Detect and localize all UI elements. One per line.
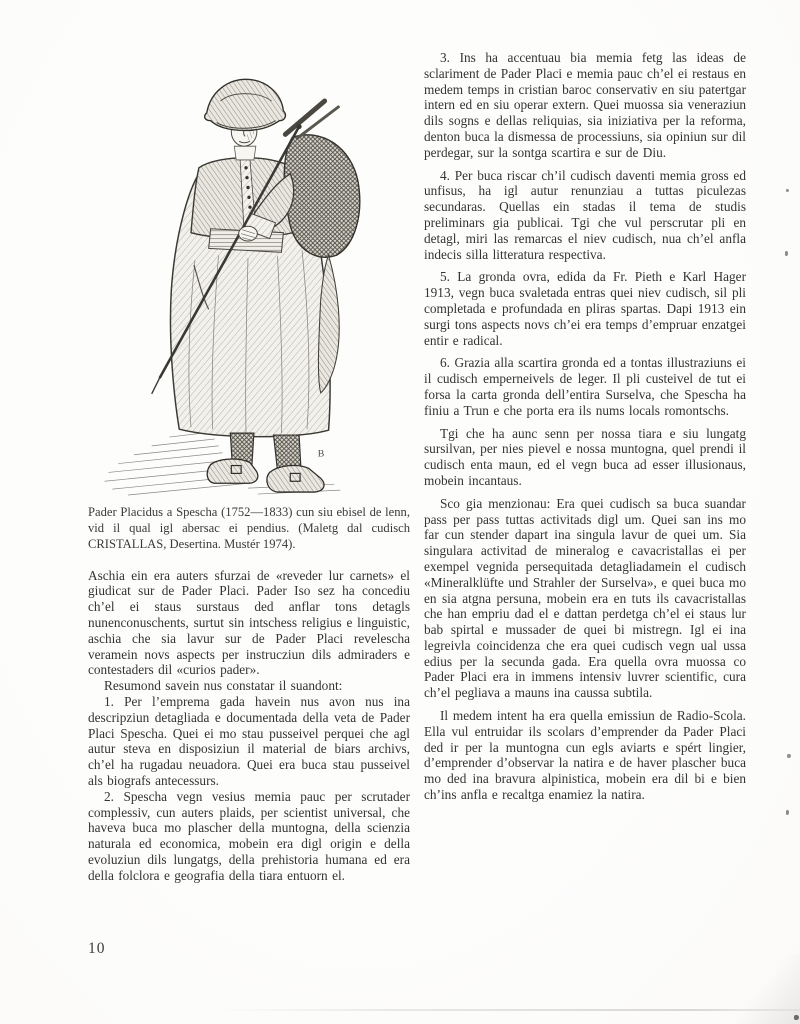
figure-caption: Pader Placidus a Spescha (1752—1833) cun siu ebisel de lenn, vid il qual igl abersac ei pendius. (Maletg dal cudisch CRISTALLAS, Desertina. Mustér 1974). <box>88 505 410 552</box>
right-column <box>424 50 746 810</box>
scan-speck <box>785 251 788 256</box>
staff-tip <box>152 378 160 394</box>
scan-speck <box>786 189 789 192</box>
paragraph: Aschia ein era auters sfurzai de «reveder lur carnets» el giudicat sur de Pader Placi. Pader Iso sez ha concediu ch’el ei staus surstaus ded anflar tons detagls nunenconuschents, surtut sin intschess religius e linguistic, aschia che sia lavur sur de Pader Placi revelescha veramein novs aspects per instrucziun dils admiraders e contestaders dil «curios pader». <box>88 567 410 678</box>
numbered-item-5: 5. La gronda ovra, edida da Fr. Pieth e Karl Hager 1913, vegn buca svaletada entras quei niev cudisch, sil pli completada e profundada en pliras spartas. Dapi 1913 ein surgi tons aspects novs ch’ei era temps d’empruar enzatgei entir e radical. <box>424 269 746 348</box>
portrait-figure <box>88 44 410 496</box>
shoe-left <box>207 459 258 483</box>
numbered-item-1: 1. Per l’emprema gada havein nus avon nus ina descripziun detagliada e documentada della veta de Pader Placi Spescha. Quei ei mo stau pusseivel perquei che agl autur steva en disposiziun il material de biars archivs, ch’el ha rugadau neuadora. Quei era buca stau pusseivel als biografs antecessurs. <box>88 693 410 788</box>
paragraph: Il medem intent ha era quella emissiun de Radio-Scola. Ella vul entruidar ils scolars d’emprender da Pader Placi ded ir per la muntogna cun egls aviarts e spért lingier, d’emprender d’observar la natira e de haver plascher buca mo ded ina bravura alpinistica, mobein era dil bi e bien ch’ins anfla e recaltga enamiez la natira. <box>424 708 746 803</box>
collar <box>234 146 256 160</box>
shoe-right <box>267 465 324 492</box>
paragraph: Resumond savein nus constatar il suandont: <box>104 678 343 694</box>
left-column <box>88 44 410 884</box>
scan-speck <box>787 754 791 758</box>
portrait-engraving <box>100 44 396 496</box>
bundle-stick <box>297 107 338 138</box>
scan-corner-shadow <box>690 954 800 1024</box>
paragraph: Tgi che ha aunc senn per nossa tiara e siu lungatg sursilvan, per nies pievel e nossa muntogna, quel prendi il cudisch enta maun, ed el vegn buca ad esser illusionaus, mobein incantaus. <box>424 425 746 488</box>
numbered-item-6: 6. Grazia alla scartira gronda ed a tontas illustraziuns ei il cudisch emperneivels de leger. Il pli custeivel de tut ei forsa la carta gronda dell’entira Surselva, che Spescha ha finiu a Trun e che porta era ils nums locals romontschs. <box>424 355 746 418</box>
paragraph: Sco gia menzionau: Era quei cudisch sa buca suandar pass per pass tuttas activitads digl um. Quei san ins mo far cun stender dapart ina singula lavur de quei um. Sia singulara activitad de mineralog e cavacristallas ei per exempel vegnida persequitada detagliadamein el cudisch «Mineralklüfte und Strahler der Surselva», e quei buca mo en sia atgna persuna, mobein era en tuts ils cavacristallas che han empriu dad el e dattan perdetga ch’el ei staus lur bab spirtal e mussader de quei bi mistregn. Igl ei ina legreivla coincidenza che era quei cudisch vegn ual ussa edius per la secunda gada. Era quella ovra muossa co Pader Placi era in immens intensiv luvrer scientific, cura ch’el pegliava a mauns ina caussa subtila. <box>424 495 746 701</box>
numbered-item-3: 3. Ins ha accentuau bia memia fetg las ideas de sclariment de Pader Placi e memia pauc ch’el ei restaus en medem temps in cristian baroc conservativ en siu patertgar intern ed en siu operar extern. Quei muossa sia veneraziun dils sogns e dellas reliquias, sia iniziativa per la reforma, denton buca la dismessa de processiuns, sia opiniun sur dil perdegar, sur la sontga scartira e sur de Diu. <box>424 50 747 160</box>
engraver-signature: B <box>317 448 325 460</box>
numbered-item-4: 4. Per buca riscar ch’il cudisch daventi memia gross ed unfisus, ha igl autur renunziau a tuttas piculezas secundaras. Quellas ein stadas il tema de studis preliminars gia publicai. Tgi che vul perscrutar pli en detagl, miri las remarcas el niev cudisch, nua ch’el anfla indecis silla litteratura respectiva. <box>424 167 746 262</box>
scan-speck <box>786 810 789 815</box>
page-number: 10 <box>88 940 106 957</box>
knapsack <box>284 135 360 257</box>
bundle-stick <box>285 101 324 134</box>
numbered-item-2: 2. Spescha vegn vesius memia pauc per scrutader complessiv, cun auters plaids, per scientist universal, che haveva buca mo plascher della muntogna, della scienzia naturala ed economica, mobein era digl origin e della evoluziun dils lungatgs, della prehistoria humana ed era della folclora e geografia della tiara entuorn el. <box>88 788 410 883</box>
left-column-text <box>88 568 410 884</box>
